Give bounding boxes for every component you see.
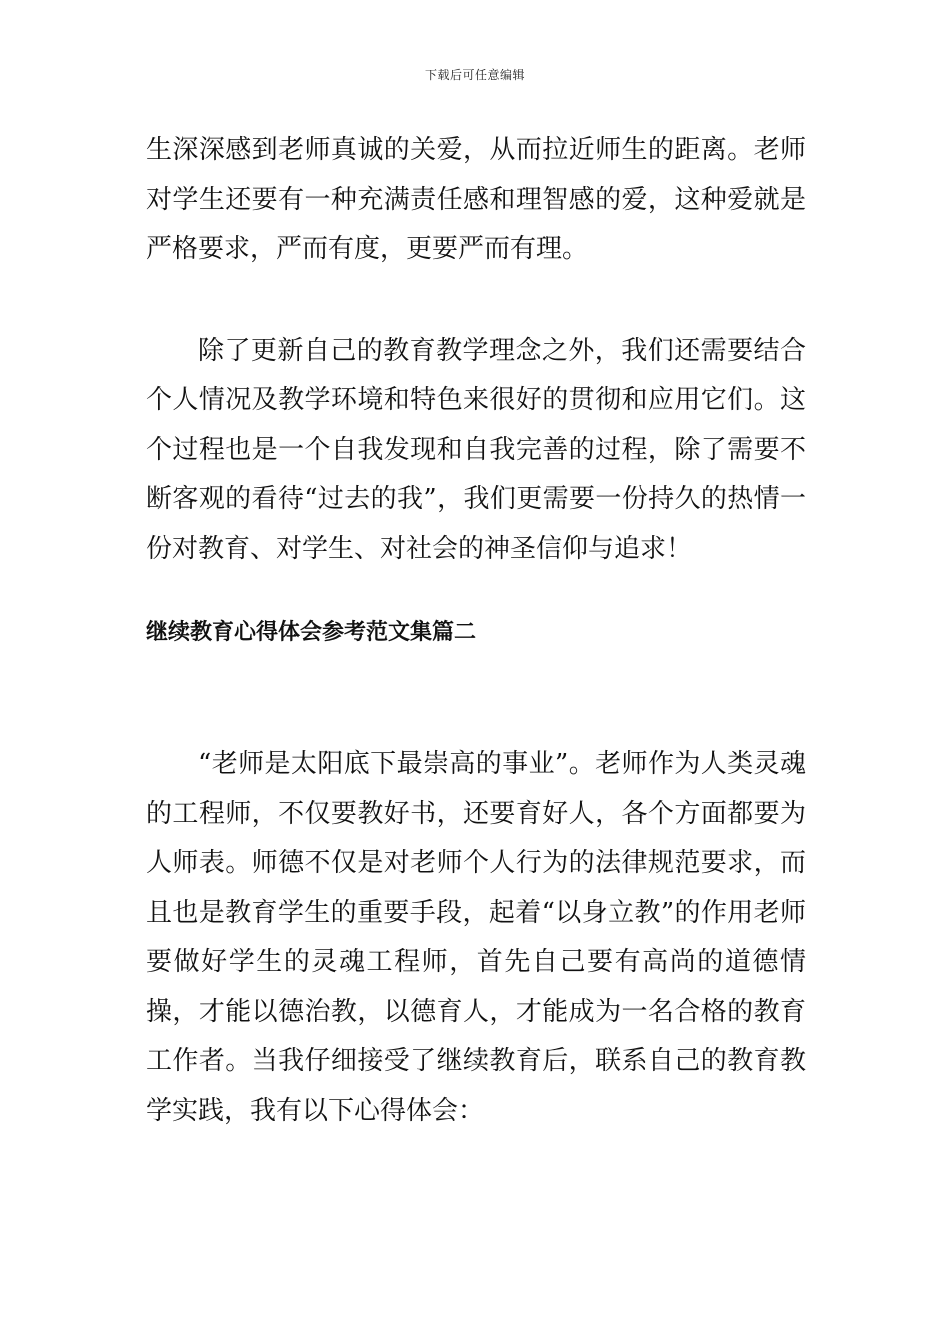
section-title: 继续教育心得体会参考范文集篇二 — [146, 619, 477, 645]
document-body — [146, 126, 806, 1136]
paragraph-2: 除了更新自己的教育教学理念之外，我们还需要结合个人情况及教学环境和特色来很好的贯彻和应用它们。这个过程也是一个自我发现和自我完善的过程，除了需要不断客观的看待“过去的我”，我们更需要一份持久的热情一份对教育、对学生、对社会的神圣信仰与追求！ — [146, 335, 806, 564]
paragraph-3: “老师是太阳底下最崇高的事业”。老师作为人类灵魂的工程师，不仅要教好书，还要育好人，各个方面都要为人师表。师德不仅是对老师个人行为的法律规范要求，而且也是教育学生的重要手段，起着“以身立教”的作用老师要做好学生的灵魂工程师，首先自己要有高尚的道德情操，才能以德治教，以德育人，才能成为一名合格的教育工作者。当我仔细接受了继续教育后，联系自己的教育教学实践，我有以下心得体会： — [146, 749, 806, 1126]
header-note: 下载后可任意编辑 — [424, 68, 525, 82]
paragraph-spacer — [146, 275, 806, 327]
paragraph-1: 生深深感到老师真诚的关爱，从而拉近师生的距离。老师对学生还要有一种充满责任感和理智感的爱，这种爱就是严格要求，严而有度，更要严而有理。 — [146, 135, 806, 264]
section-spacer — [146, 648, 806, 740]
paragraph-spacer — [146, 574, 806, 616]
